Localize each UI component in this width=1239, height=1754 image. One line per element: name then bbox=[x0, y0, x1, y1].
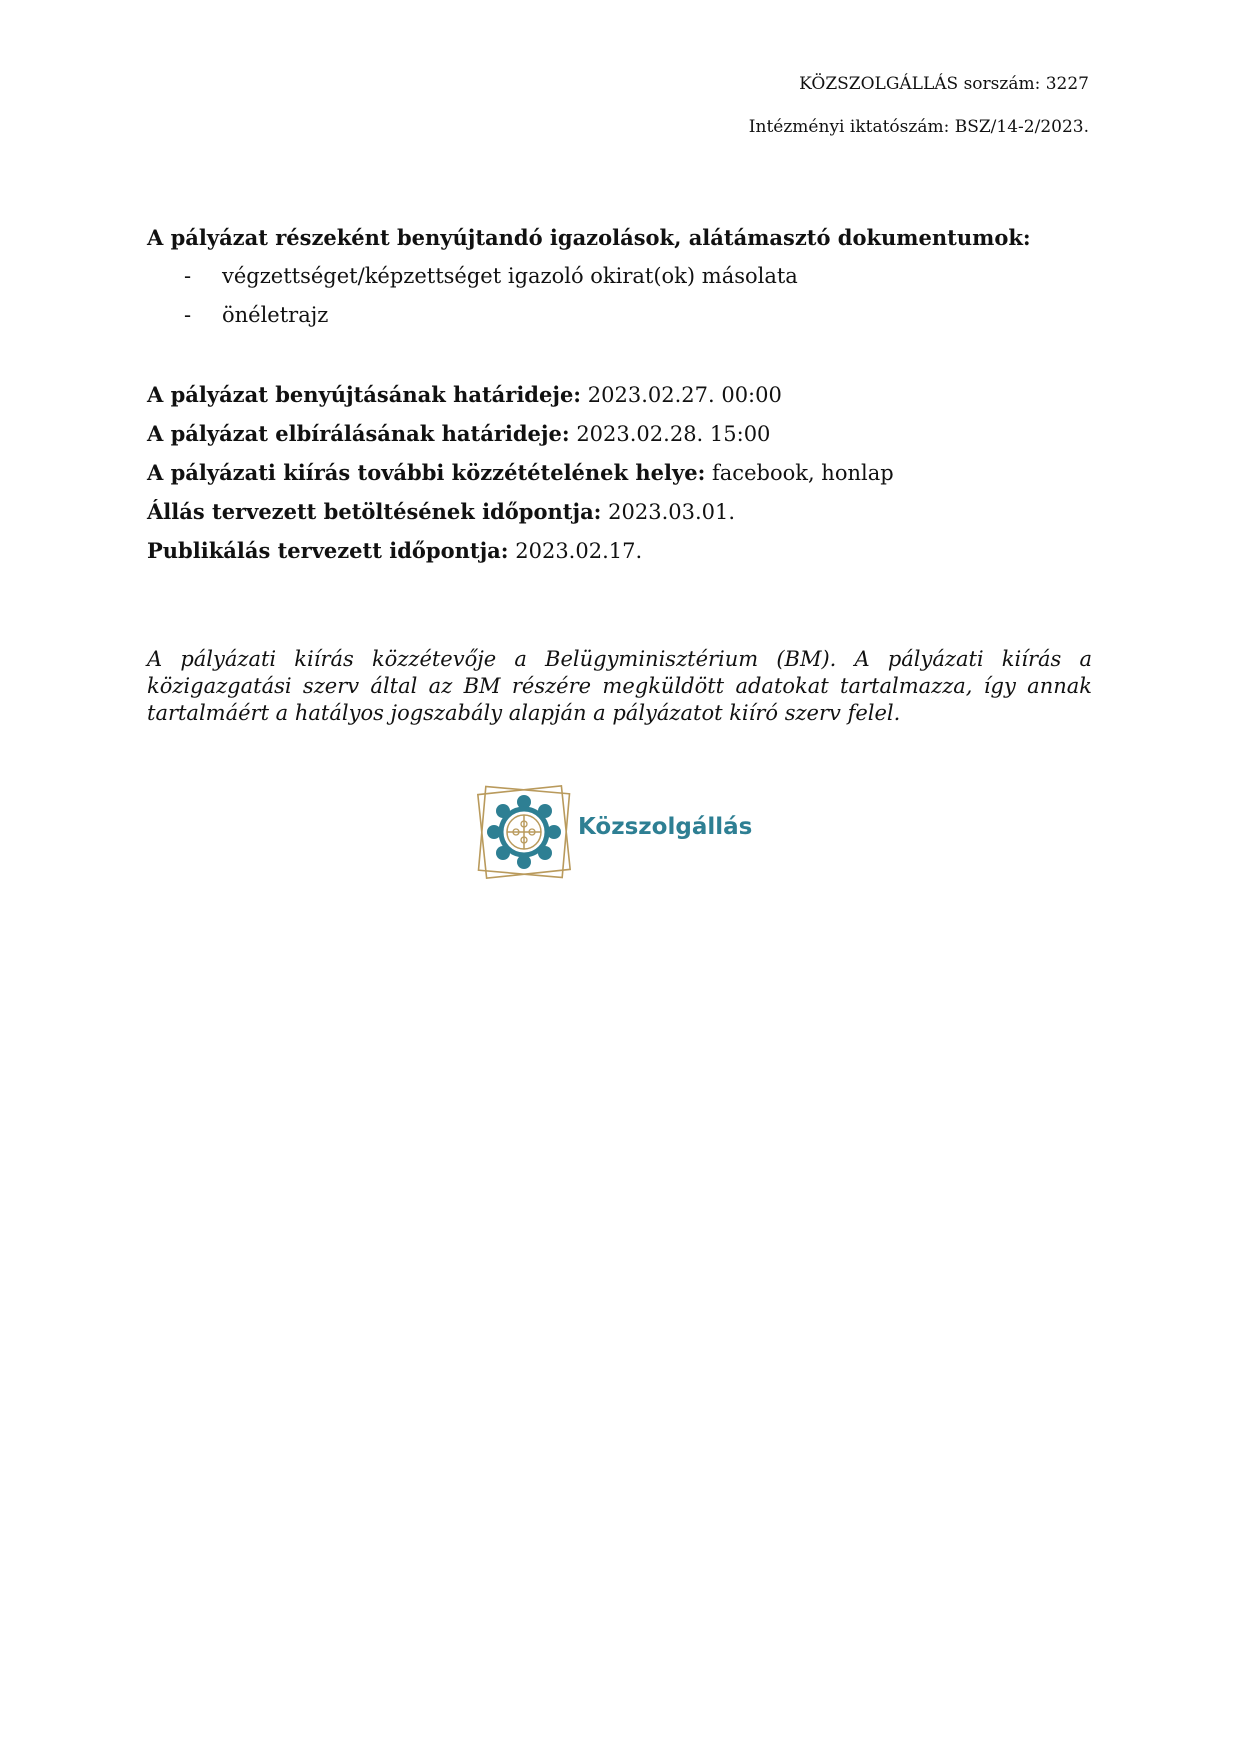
field-evaluation-deadline bbox=[147, 420, 1092, 448]
field-value: 2023.02.28. 15:00 bbox=[576, 422, 771, 446]
field-planned-start-date bbox=[147, 498, 1092, 526]
field-value: facebook, honlap bbox=[712, 461, 894, 485]
list-item bbox=[147, 301, 1092, 329]
field-submission-deadline bbox=[147, 381, 1092, 409]
kozszolgallas-emblem-icon bbox=[470, 778, 578, 888]
field-publication-place bbox=[147, 459, 1092, 487]
header-registration-number: Intézményi iktatószám: BSZ/14-2/2023. bbox=[748, 117, 1089, 137]
list-dash: - bbox=[184, 264, 192, 288]
field-value: 2023.03.01. bbox=[608, 500, 736, 524]
documents-section bbox=[147, 224, 1092, 340]
field-label: Állás tervezett betöltésének időpontja: bbox=[147, 499, 602, 524]
documents-list bbox=[147, 262, 1092, 329]
field-label: A pályázat elbírálásának határideje: bbox=[147, 421, 570, 446]
list-item-text: önéletrajz bbox=[222, 303, 329, 327]
field-value: 2023.02.27. 00:00 bbox=[587, 383, 782, 407]
header-serial-number: KÖZSZOLGÁLLÁS sorszám: 3227 bbox=[799, 74, 1089, 94]
logo-text: Közszolgállás bbox=[578, 814, 753, 840]
list-item-text: végzettséget/képzettséget igazoló okirat(ok) másolata bbox=[222, 264, 798, 288]
deadlines-section bbox=[147, 381, 1092, 576]
list-item bbox=[147, 262, 1092, 290]
publisher-notice: A pályázati kiírás közzétevője a Belügyminisztérium (BM). A pályázati kiírás a közigazgatási szerv által az BM részére megküldött adatokat tartalmazza, így annak tartalmáért a hatályos jogszabály alapján a pályázatot kiíró szerv felel. bbox=[147, 647, 1092, 725]
field-label: Publikálás tervezett időpontja: bbox=[147, 538, 509, 563]
field-planned-publication-date bbox=[147, 537, 1092, 565]
kozszolgallas-logo bbox=[470, 778, 790, 888]
field-value: 2023.02.17. bbox=[515, 539, 643, 563]
field-label: A pályázati kiírás további közzétételének helye: bbox=[147, 460, 706, 485]
list-dash: - bbox=[184, 303, 192, 327]
field-label: A pályázat benyújtásának határideje: bbox=[147, 382, 582, 407]
documents-heading: A pályázat részeként benyújtandó igazolások, alátámasztó dokumentumok: bbox=[147, 225, 1031, 250]
